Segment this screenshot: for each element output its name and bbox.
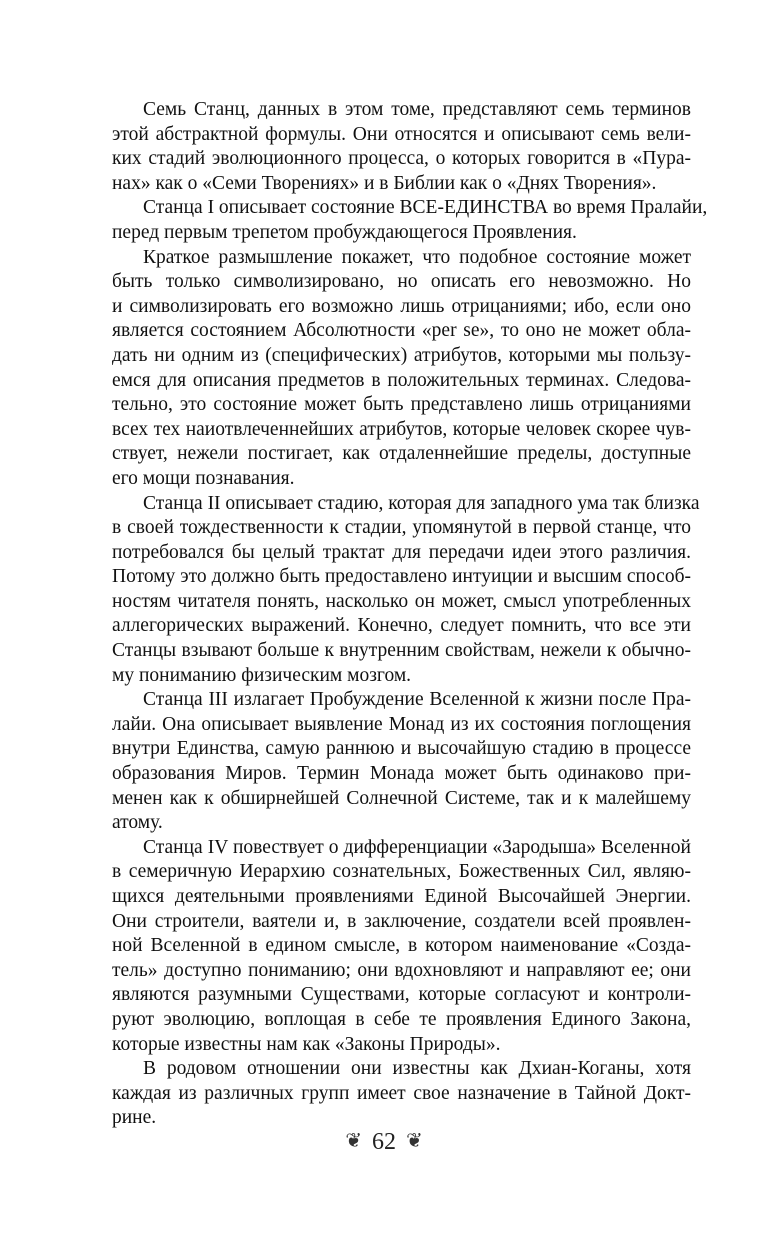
text-line: Станцы взывают больше к внутренним свойствам, нежели к обычно- xyxy=(112,640,691,662)
paragraph xyxy=(112,688,691,836)
text-line: Краткое размышление покажет, что подобное состояние может xyxy=(143,246,691,268)
text-line: и символизировать его возможно лишь отрицаниями; ибо, если оно xyxy=(112,295,691,317)
text-line: являются разумными Существами, которые согласуют и контроли- xyxy=(112,984,691,1006)
text-line: щихся деятельными проявлениями Единой Высочайшей Энергии. xyxy=(112,886,691,907)
text-line: потребовался бы целый трактат для передачи идеи этого различия. xyxy=(112,541,691,563)
text-line: менен как к обширнейшей Солнечной Системе, так и к малейшему xyxy=(112,787,691,809)
text-line: емся для описания предметов в положительных терминах. Следова- xyxy=(112,369,691,391)
text-line: которые известны нам как «Законы Природы». xyxy=(112,1033,501,1055)
text-line: аллегорических выражений. Конечно, следует помнить, что все эти xyxy=(112,615,691,637)
text-line: образования Миров. Термин Монада может быть одинаково при- xyxy=(112,763,691,785)
text-line: ствует, нежели постигает, как отдаленнейшие пределы, доступные xyxy=(112,443,691,465)
text-line: быть только символизировано, но описать его невозможно. Но xyxy=(112,271,691,293)
text-line: Они строители, ваятели и, в заключение, создатели всей проявлен- xyxy=(112,910,691,932)
paragraph xyxy=(112,836,691,1057)
ornament-right-icon: ❦ xyxy=(406,1128,423,1152)
text-line: му пониманию физическим мозгом. xyxy=(112,664,412,686)
text-line: ностям читателя понять, насколько он может, смысл употребленных xyxy=(112,590,691,612)
text-line: в семеричную Иерархию сознательных, Божественных Сил, являю- xyxy=(112,861,691,883)
text-line: Станца II описывает стадию, которая для западного ума так близка xyxy=(143,492,700,514)
text-line: руют эволюцию, воплощая в себе те проявления Единого Закона, xyxy=(112,1008,691,1030)
text-line: атому. xyxy=(112,812,163,834)
text-line: дать ни одним из (специфических) атрибутов, которыми мы пользу- xyxy=(112,344,691,366)
paragraph xyxy=(112,196,708,245)
text-line: лайи. Она описывает выявление Монад из их состояния поглощения xyxy=(112,713,691,735)
text-line: ких стадий эволюционного процесса, о которых говорится в «Пура- xyxy=(112,148,691,170)
text-line: тельно, это состояние может быть представлено лишь отрицаниями xyxy=(112,394,691,416)
page-body xyxy=(112,98,708,1131)
text-line: внутри Единства, самую раннюю и высочайшую стадию в процессе xyxy=(112,738,691,760)
text-line: каждая из различных групп имеет свое назначение в Тайной Докт- xyxy=(112,1082,691,1104)
text-line: Станца I описывает состояние ВСЕ-ЕДИНСТВА во время Пралайи, xyxy=(143,197,708,219)
paragraph xyxy=(112,1057,691,1131)
text-line: Станца IV повествует о дифференциации «Зародыша» Вселенной xyxy=(143,836,691,858)
text-line: Станца III излагает Пробуждение Вселенной к жизни после Пра- xyxy=(143,689,691,711)
paragraph xyxy=(112,246,691,492)
text-line: В родовом отношении они известны как Дхиан-Коганы, хотя xyxy=(143,1058,691,1080)
text-line: рине. xyxy=(112,1107,157,1129)
text-line: тель» доступно пониманию; они вдохновляют и направляют ее; они xyxy=(112,959,691,981)
text-line: в своей тождественности к стадии, упомянутой в первой станце, что xyxy=(112,517,691,539)
page-footer xyxy=(0,1128,768,1156)
paragraph xyxy=(112,98,691,196)
text-line: Потому это должно быть предоставлено интуиции и высшим способ- xyxy=(112,566,691,588)
paragraph xyxy=(112,492,700,689)
text-line: Семь Станц, данных в этом томе, представляют семь терминов xyxy=(143,99,691,120)
text-line: перед первым трепетом пробуждающегося Проявления. xyxy=(112,221,577,243)
text-line: ной Вселенной в едином смысле, в котором наименование «Созда- xyxy=(112,935,691,957)
text-line: всех тех наиотвлеченнейших атрибутов, которые человек скорее чув- xyxy=(112,418,691,440)
ornament-left-icon: ❦ xyxy=(345,1128,362,1152)
page-number: 62 xyxy=(372,1129,396,1155)
text-line: является состоянием Абсолютности «per se», то оно не может обла- xyxy=(112,320,691,342)
text-line: его мощи познавания. xyxy=(112,467,295,489)
text-line: нах» как о «Семи Творениях» и в Библии как о «Днях Творения». xyxy=(112,172,657,194)
text-line: этой абстрактной формулы. Они относятся и описывают семь вели- xyxy=(112,123,691,145)
